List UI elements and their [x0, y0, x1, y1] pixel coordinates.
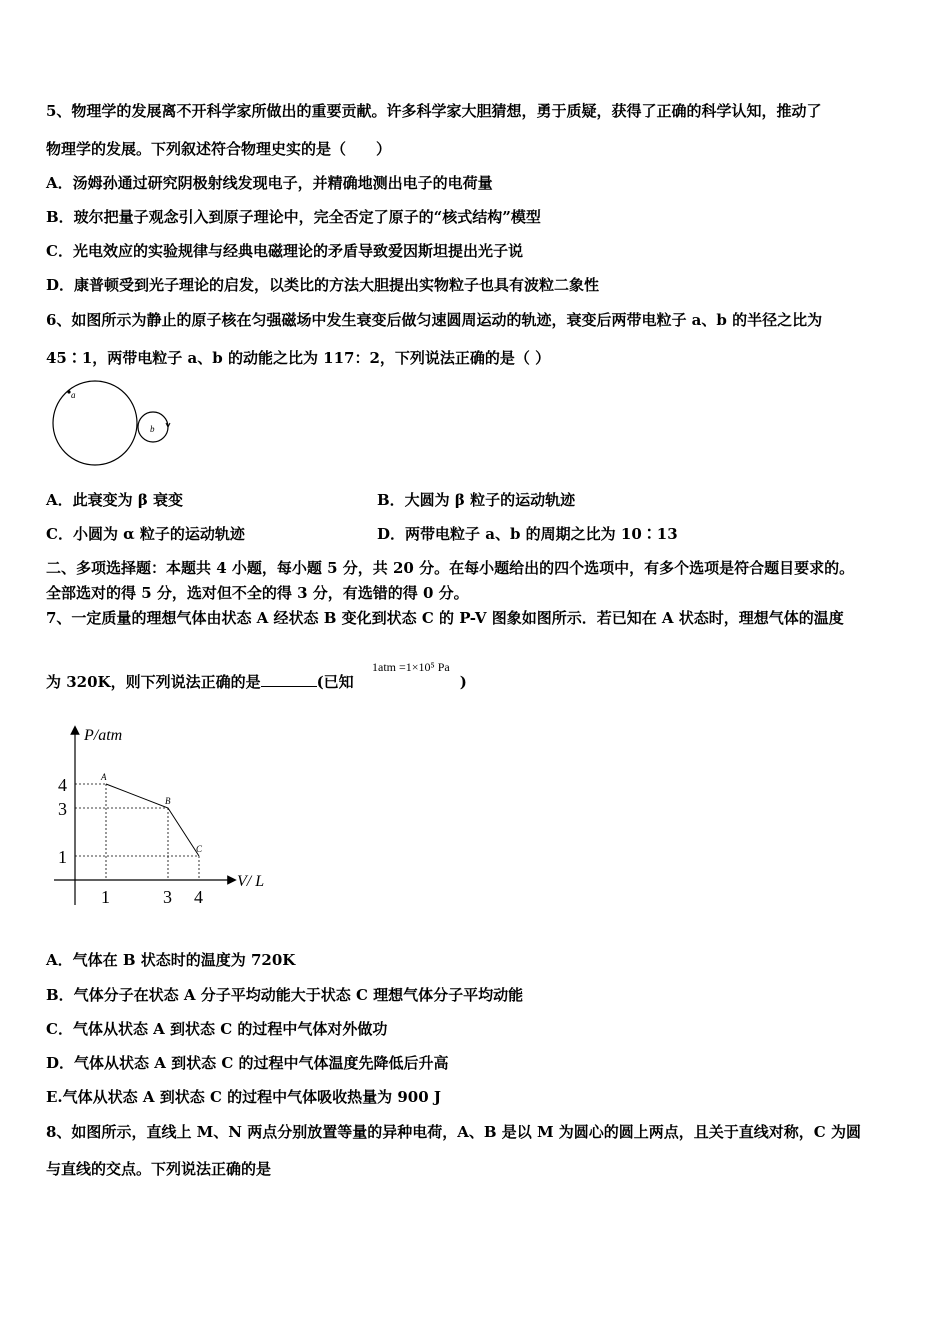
q7-option-c: C．气体从状态 A 到状态 C 的过程中气体对外做功 — [46, 1020, 388, 1038]
q7-stem-line1: 7、一定质量的理想气体由状态 A 经状态 B 变化到状态 C 的 P-V 图象如图所示．若已知在 A 状态时，理想气体的温度 — [46, 609, 844, 627]
point-label-C: C — [196, 844, 203, 854]
section2-line2: 全部选对的得 5 分，选对但不全的得 3 分，有选错的得 0 分。 — [46, 584, 469, 602]
q7-option-a: A．气体在 B 状态时的温度为 720K — [46, 951, 296, 969]
y-axis-label: P/atm — [84, 727, 123, 744]
q7-given-close: ) — [459, 673, 467, 691]
q6-stem-line1: 6、如图所示为静止的原子核在匀强磁场中发生衰变后做匀速圆周运动的轨迹，衰变后两带电粒子 a、b 的半径之比为 — [46, 311, 823, 329]
q7-option-d: D．气体从状态 A 到状态 C 的过程中气体温度先降低后升高 — [46, 1054, 449, 1072]
pv-chart — [44, 720, 284, 915]
q7-stem-line2 — [46, 672, 910, 692]
q5-stem-line2: 物理学的发展。下列叙述符合物理史实的是（ ） — [46, 140, 392, 158]
q6-option-b: B．大圆为 β 粒子的运动轨迹 — [377, 491, 576, 509]
answer-blank — [261, 672, 317, 687]
q8-stem-line2: 与直线的交点。下列说法正确的是 — [46, 1160, 272, 1178]
large-orbit-circle — [53, 381, 137, 465]
x-tick-4: 4 — [194, 887, 203, 907]
q5-option-c: C．光电效应的实验规律与经典电磁理论的矛盾导致爱因斯坦提出光子说 — [46, 242, 523, 260]
point-label-A: A — [101, 772, 107, 782]
q7-option-b: B．气体分子在状态 A 分子平均动能大于状态 C 理想气体分子平均动能 — [46, 986, 524, 1004]
y-tick-3: 3 — [58, 799, 67, 819]
q7-option-e: E.气体从状态 A 到状态 C 的过程中气体吸收热量为 900 J — [46, 1088, 441, 1106]
process-line — [106, 784, 199, 856]
label-b: b — [150, 424, 155, 434]
q5-option-a: A．汤姆孙通过研究阴极射线发现电子，并精确地测出电子的电荷量 — [46, 174, 493, 192]
q6-option-a: A．此衰变为 β 衰变 — [46, 491, 184, 509]
q7-stem-text: 为 320K，则下列说法正确的是 — [46, 673, 261, 691]
y-tick-4: 4 — [58, 775, 67, 795]
q5-stem-line1: 5、物理学的发展离不开科学家所做出的重要贡献。许多科学家大胆猜想，勇于质疑，获得了正确的科学认知，推动了 — [46, 102, 822, 120]
q5-option-d: D．康普顿受到光子理论的启发，以类比的方法大胆提出实物粒子也具有波粒二象性 — [46, 276, 600, 294]
x-tick-1: 1 — [101, 887, 110, 907]
point-label-B: B — [165, 796, 171, 806]
q5-option-b: B．玻尔把量子观念引入到原子理论中，完全否定了原子的“核式结构”模型 — [46, 208, 541, 226]
q8-stem-line1: 8、如图所示，直线上 M、N 两点分别放置等量的异种电荷，A、B 是以 M 为圆心的圆上两点，且关于直线对称，C 为圆 — [46, 1123, 861, 1141]
x-tick-3: 3 — [163, 887, 172, 907]
section2-line1: 二、多项选择题：本题共 4 小题，每小题 5 分，共 20 分。在每小题给出的四个选项中，有多个选项是符合题目要求的。 — [46, 559, 855, 577]
q6-stem-line2: 45∶1，两带电粒子 a、b 的动能之比为 117：2，下列说法正确的是（ ） — [46, 349, 551, 367]
x-axis-label: V/ L — [237, 873, 265, 890]
y-tick-1: 1 — [58, 847, 67, 867]
q6-option-c: C．小圆为 α 粒子的运动轨迹 — [46, 525, 245, 543]
label-a: a — [71, 390, 76, 400]
q7-formula: 1atm =1×10⁵ Pa — [372, 660, 450, 674]
q7-given-open: (已知 — [316, 673, 354, 691]
q6-orbit-figure — [46, 378, 176, 470]
q6-option-d: D．两带电粒子 a、b 的周期之比为 10∶13 — [377, 525, 678, 543]
